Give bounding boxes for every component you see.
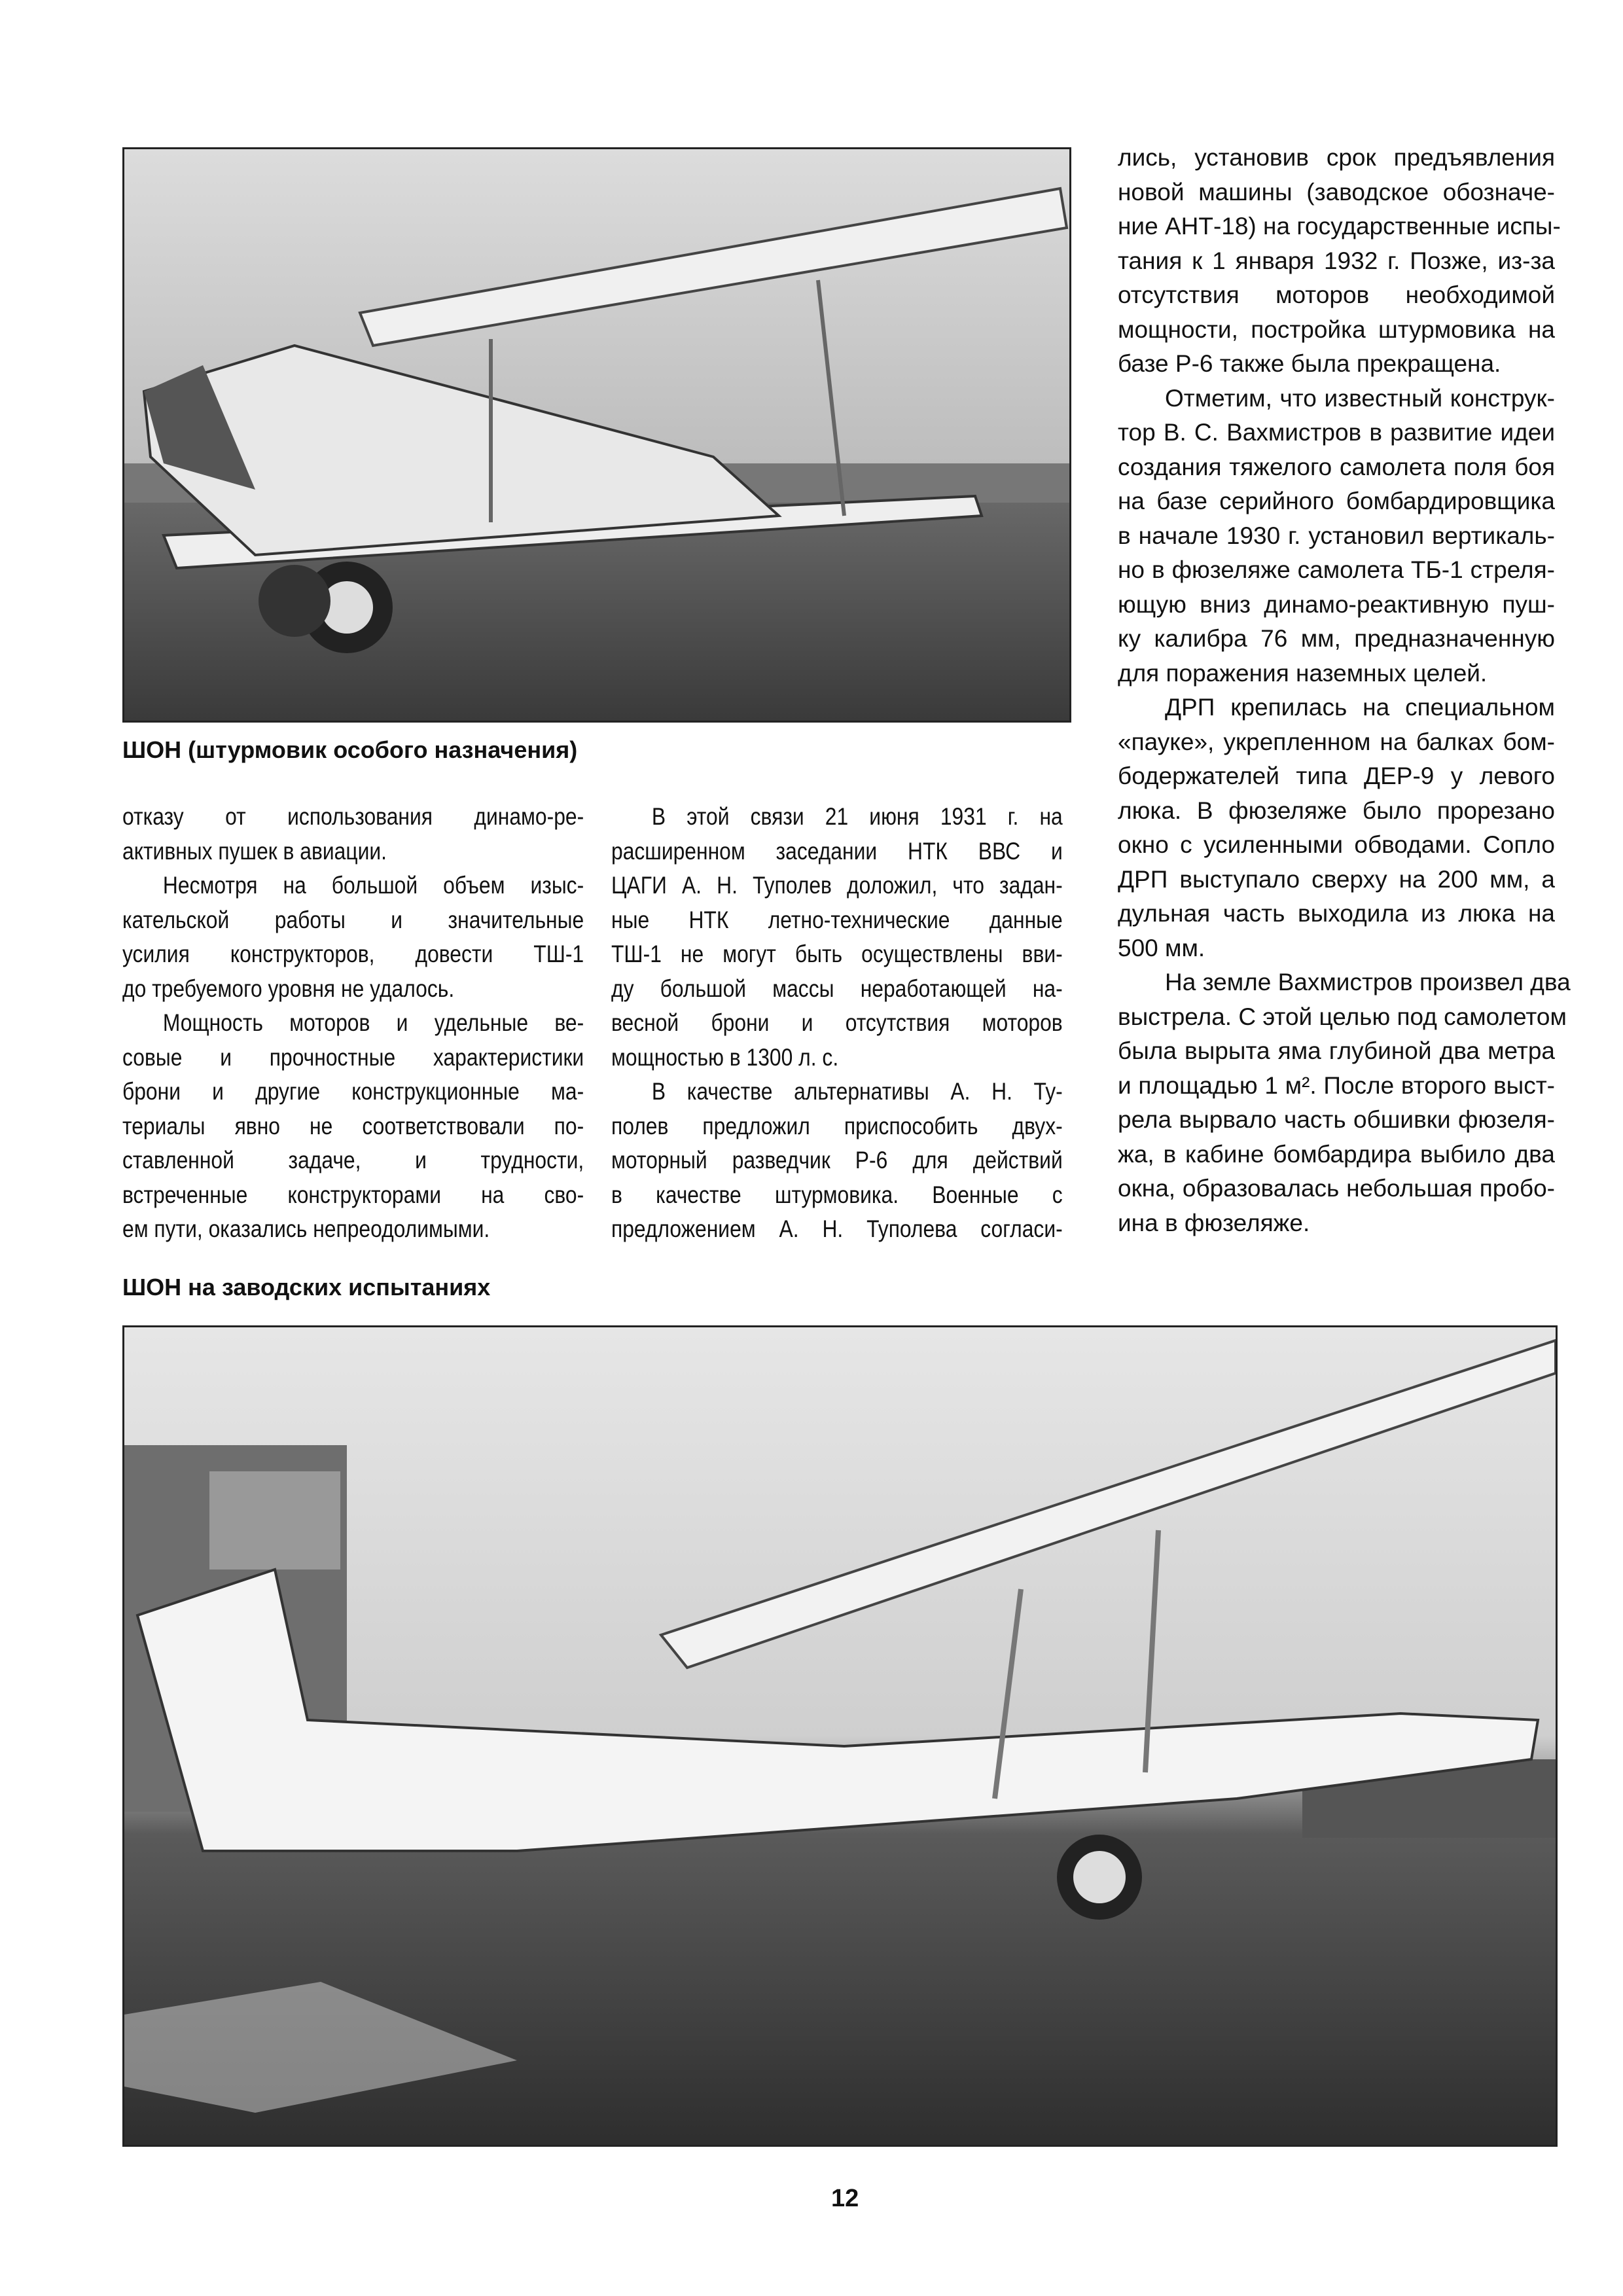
text-line: ДРП крепилась на специальном — [1165, 694, 1555, 721]
text-line: кательской работы и значительные — [122, 906, 584, 933]
text-line: на базе серийного бомбардировщика — [1118, 488, 1555, 514]
text-line: полев предложил приспособить двух- — [611, 1112, 1063, 1139]
text-line: ние АНТ-18) на государственные испы- — [1118, 213, 1561, 240]
text-column-middle — [611, 800, 1063, 1247]
text-line: Отметим, что известный конструк- — [1165, 384, 1555, 412]
photo-shon-biplane-front — [122, 147, 1071, 723]
text-line: ку калибра 76 мм, предназначенную — [1118, 625, 1555, 652]
text-line: ставленной задаче, и трудности, — [122, 1147, 584, 1174]
text-line: В этой связи 21 июня 1931 г. на — [651, 803, 1063, 830]
text-line: совые и прочностные характеристики — [122, 1043, 584, 1071]
text-line: активных пушек в авиации. — [122, 837, 387, 865]
text-line: ДРП выступало сверху на 200 мм, а — [1118, 865, 1555, 893]
text-column-right — [1118, 141, 1571, 1240]
text-line: окно с усиленными обводами. Сопло — [1118, 831, 1555, 858]
photo-caption-top: ШОН (штурмовик особого назначения) — [122, 736, 578, 763]
text-line: брони и другие конструкционные ма- — [122, 1078, 584, 1105]
photo-shon-factory-tests — [122, 1325, 1558, 2147]
text-line: тор В. С. Вахмистров в развитие идеи — [1118, 419, 1555, 446]
text-line: На земле Вахмистров произвел два — [1165, 969, 1571, 996]
text-line: ные НТК летно-технические данные — [611, 906, 1063, 933]
text-line: была вырыта яма глубиной два метра — [1118, 1037, 1555, 1064]
text-line: люка. В фюзеляже было прорезано — [1118, 797, 1555, 824]
text-line: моторный разведчик Р-6 для действий — [611, 1147, 1063, 1174]
text-line: в качестве штурмовика. Военные с — [611, 1181, 1063, 1208]
text-line: ем пути, оказались непреодолимыми. — [122, 1215, 490, 1242]
text-line: мощностью в 1300 л. с. — [611, 1043, 839, 1071]
text-line: до требуемого уровня не удалось. — [122, 975, 455, 1002]
text-line: Мощность моторов и удельные ве- — [162, 1009, 584, 1036]
text-line: в начале 1930 г. установил вертикаль- — [1118, 522, 1555, 549]
text-line: мощности, постройка штурмовика на — [1118, 315, 1555, 343]
text-line: предложением А. Н. Туполева согласи- — [611, 1215, 1063, 1242]
text-line: «пауке», укрепленном на балках бом- — [1118, 728, 1555, 755]
text-line: ина в фюзеляже. — [1118, 1209, 1310, 1236]
text-line: жа, в кабине бомбардира выбило два — [1118, 1140, 1555, 1168]
text-line: 500 мм. — [1118, 934, 1205, 961]
text-line: бодержателей типа ДЕР-9 у левого — [1118, 762, 1555, 789]
text-line: ЦАГИ А. Н. Туполев доложил, что задан- — [611, 872, 1063, 899]
text-column-left — [122, 800, 584, 1247]
text-line: В качестве альтернативы А. Н. Ту- — [651, 1078, 1063, 1105]
text-line: ющую вниз динамо-реактивную пуш- — [1118, 590, 1555, 618]
text-line: окна, образовалась небольшая пробо- — [1118, 1175, 1555, 1202]
text-line: но в фюзеляже самолета ТБ-1 стреля- — [1118, 556, 1555, 583]
text-line: расширенном заседании НТК ВВС и — [611, 837, 1063, 865]
text-line: лись, установив срок предъявления — [1118, 144, 1555, 171]
text-line: рела вырвало часть обшивки фюзеля- — [1118, 1106, 1555, 1133]
text-line: тания к 1 января 1932 г. Позже, из-за — [1118, 247, 1555, 274]
text-line: териалы явно не соответствовали по- — [122, 1112, 584, 1139]
photo-caption-bottom: ШОН на заводских испытаниях — [122, 1274, 491, 1300]
text-line: и площадью 1 м². После второго выст- — [1118, 1071, 1555, 1099]
text-line: встреченные конструкторами на сво- — [122, 1181, 584, 1208]
text-line: весной брони и отсутствия моторов — [611, 1009, 1063, 1036]
text-line: создания тяжелого самолета поля боя — [1118, 453, 1555, 480]
page-number: 12 — [831, 2185, 859, 2212]
text-line: для поражения наземных целей. — [1118, 659, 1488, 687]
text-line: выстрела. С этой целью под самолетом — [1118, 1003, 1567, 1030]
text-line: ТШ-1 не могут быть осуществлены вви- — [611, 941, 1063, 967]
text-line: усилия конструкторов, довести ТШ-1 — [122, 941, 584, 967]
text-line: Несмотря на большой объем изыс- — [162, 872, 584, 899]
text-line: ду большой массы неработающей на- — [611, 975, 1063, 1002]
text-line: отказу от использования динамо-ре- — [122, 803, 584, 830]
text-line: базе Р-6 также была прекращена. — [1118, 350, 1501, 377]
text-line: новой машины (заводское обозначе- — [1118, 178, 1555, 206]
text-line: отсутствия моторов необходимой — [1118, 281, 1555, 308]
text-line: дульная часть выходила из люка на — [1118, 900, 1555, 927]
